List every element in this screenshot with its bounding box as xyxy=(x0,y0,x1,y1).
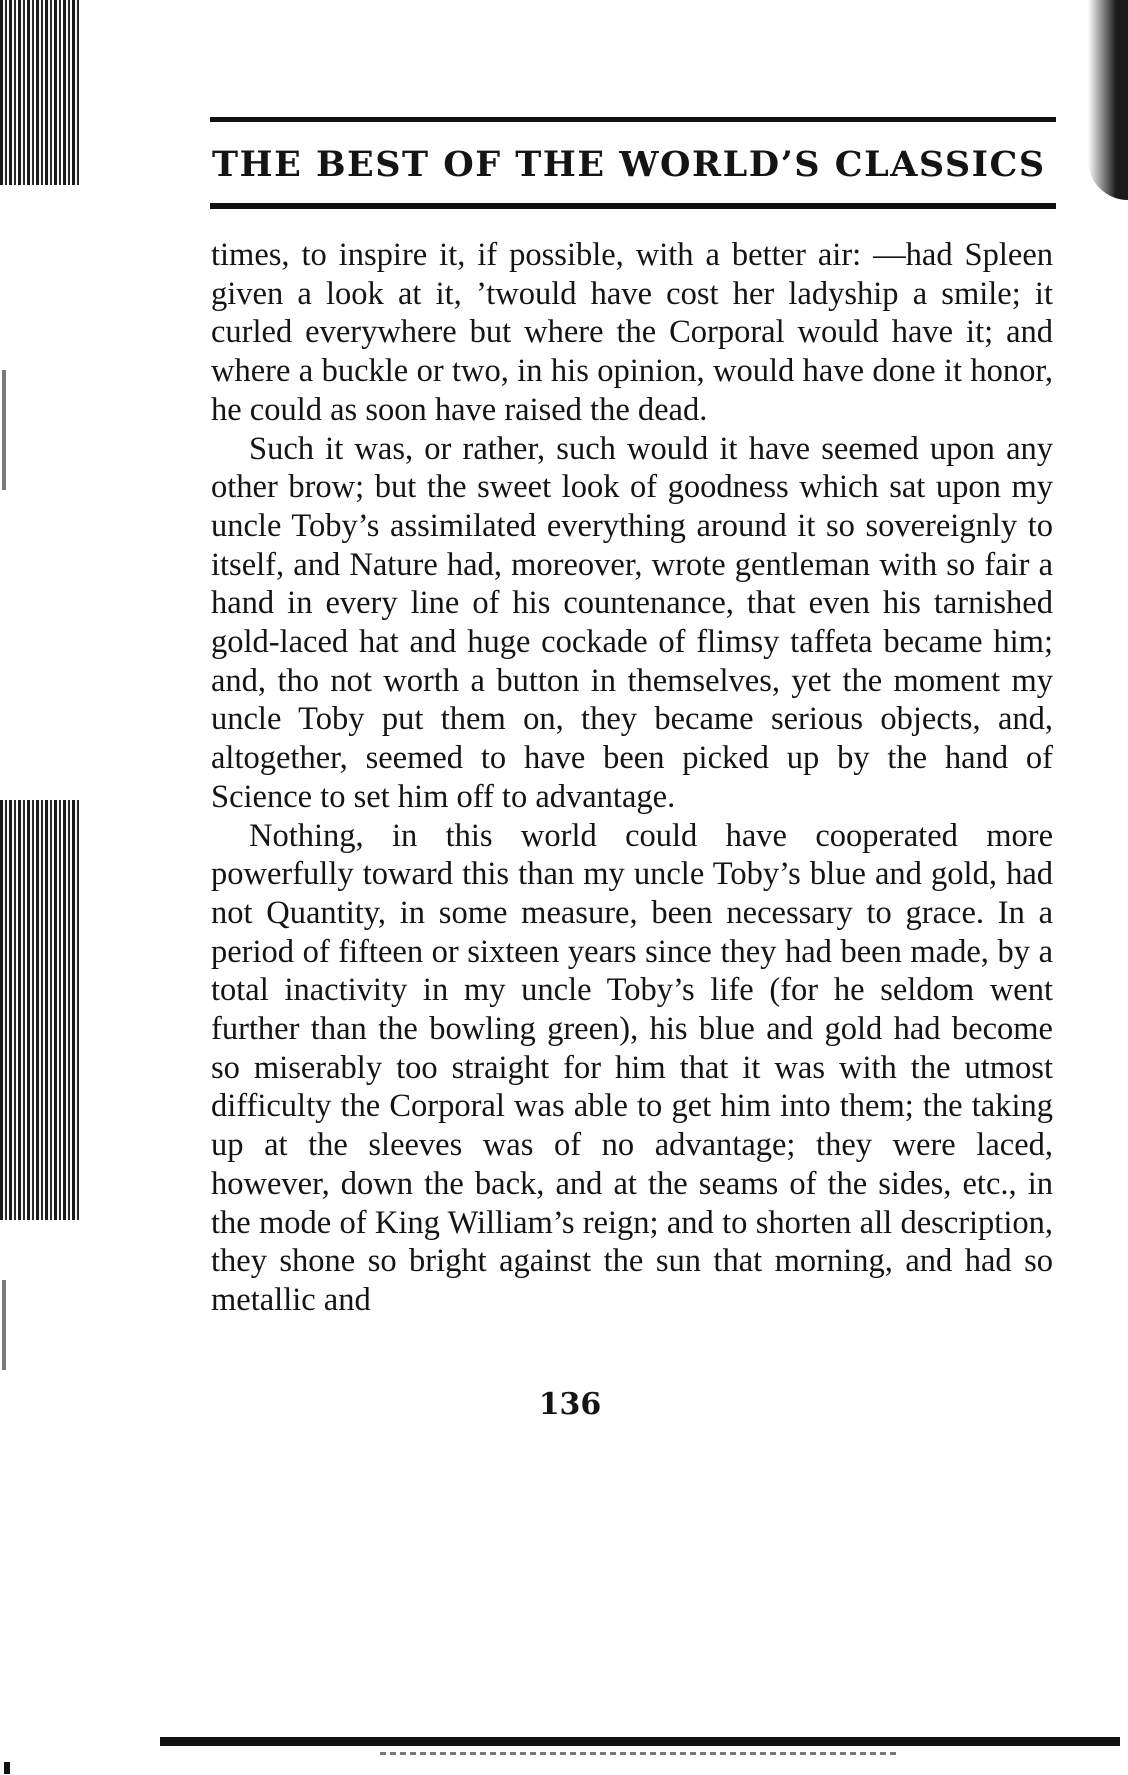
paragraph: Nothing, in this world could have cooperated more powerfully toward this than my uncle Toby’s blue and gold, had not Quantity, in some measure, been necessary to grace. In a period of fifteen or sixteen years since they had been made, by a total inactivity in my uncle Toby’s life (for he seldom went further than the bowling green), his blue and gold had become so miserably too straight for him that it was with the utmost difficulty the Corporal was able to get him into them; the taking up at the sleeves was of no advantage; they were laced, however, down the back, and at the seams of the sides, etc., in the mode of King William’s reign; and to shorten all description, they shone so bright against the sun that morning, and had so metallic and xyxy=(211,817,1053,1318)
book-binding-edge-middle xyxy=(0,800,80,1220)
scan-edge-mark xyxy=(4,1762,10,1774)
page-corner-shadow xyxy=(1088,0,1128,200)
header-rule-top xyxy=(210,117,1056,122)
binding-shadow-line xyxy=(2,1280,6,1370)
binding-shadow-line xyxy=(2,370,6,490)
running-head: THE BEST OF THE WORLD’S CLASSICS xyxy=(212,144,1046,185)
paragraph: Such it was, or rather, such would it have seemed upon any other brow; but the sweet look of goodness which sat upon my uncle Toby’s assimilated everything around it so sovereignly to itself, and Nature had, moreover, wrote gentleman with so fair a hand in every line of his countenance, that even his tarnished gold-laced hat and huge cockade of flimsy taffeta became him; and, tho not worth a button in themselves, yet the moment my uncle Toby put them on, they became serious objects, and, altogether, seemed to have been picked up by the hand of Science to set him off to advantage. xyxy=(211,430,1053,815)
book-binding-edge-top xyxy=(0,0,80,185)
body-text xyxy=(211,236,1053,1320)
paragraph-continued: times, to inspire it, if possible, with a better air: —had Spleen given a look at it, ’twould have cost her ladyship a smile; it curled everywhere but where the Corporal would have it; and where a buckle or two, in his opinion, would have done it honor, he could as soon have raised the dead. xyxy=(211,237,1053,428)
header-rule-bottom xyxy=(210,203,1056,209)
page-number: 136 xyxy=(538,1387,602,1422)
footer-rule xyxy=(160,1737,1120,1746)
footer-scan-noise xyxy=(380,1752,900,1755)
